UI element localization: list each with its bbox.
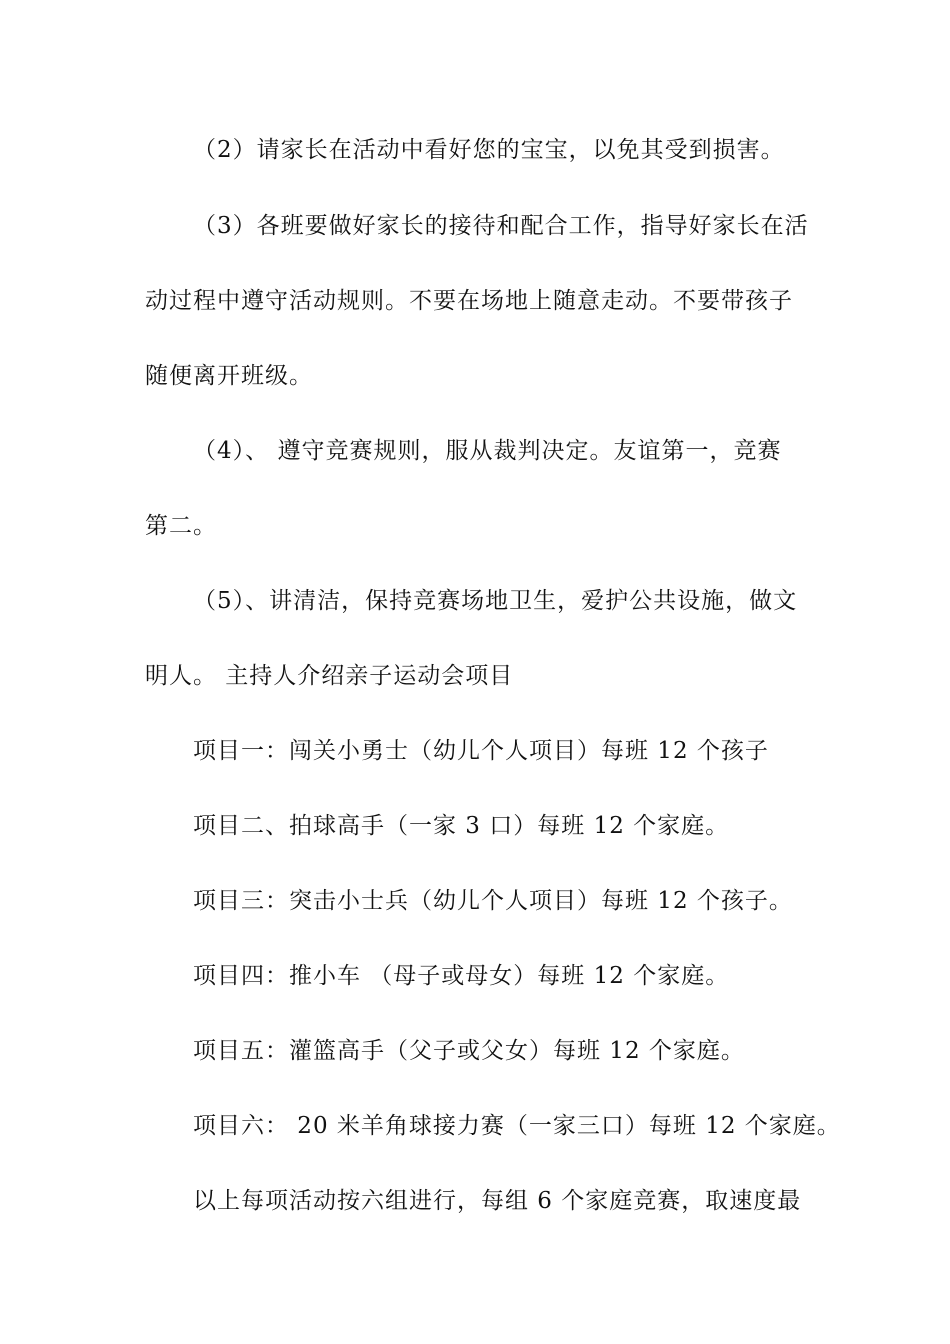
paragraph-line: （3）各班要做好家长的接待和配合工作，指导好家长在活 — [193, 213, 809, 239]
paragraph-line: 明人。 主持人介绍亲子运动会项目 — [145, 663, 514, 689]
list-item: 项目四：推小车 （母子或母女）每班 12 个家庭。 — [193, 963, 730, 989]
paragraph-line: 第二。 — [145, 513, 217, 539]
list-item: 项目二、拍球高手（一家 3 口）每班 12 个家庭。 — [193, 813, 730, 839]
paragraph-line: 随便离开班级。 — [145, 363, 313, 389]
paragraph-line: （5）、讲清洁，保持竞赛场地卫生，爱护公共设施，做文 — [193, 588, 798, 614]
list-item: 项目六： 20 米羊角球接力赛（一家三口）每班 12 个家庭。 — [193, 1113, 841, 1139]
list-item: 项目五：灌篮高手（父子或父女）每班 12 个家庭。 — [193, 1038, 745, 1064]
paragraph-line: （4）、 遵守竞赛规则，服从裁判决定。友谊第一，竞赛 — [193, 438, 782, 464]
list-item: 项目三：突击小士兵（幼儿个人项目）每班 12 个孩子。 — [193, 888, 793, 914]
paragraph-line: 动过程中遵守活动规则。不要在场地上随意走动。不要带孩子 — [145, 288, 793, 314]
paragraph-line: 以上每项活动按六组进行，每组 6 个家庭竞赛，取速度最 — [193, 1188, 802, 1214]
paragraph-line: （2）请家长在活动中看好您的宝宝，以免其受到损害。 — [193, 137, 785, 163]
list-item: 项目一：闯关小勇士（幼儿个人项目）每班 12 个孩子 — [193, 738, 769, 764]
